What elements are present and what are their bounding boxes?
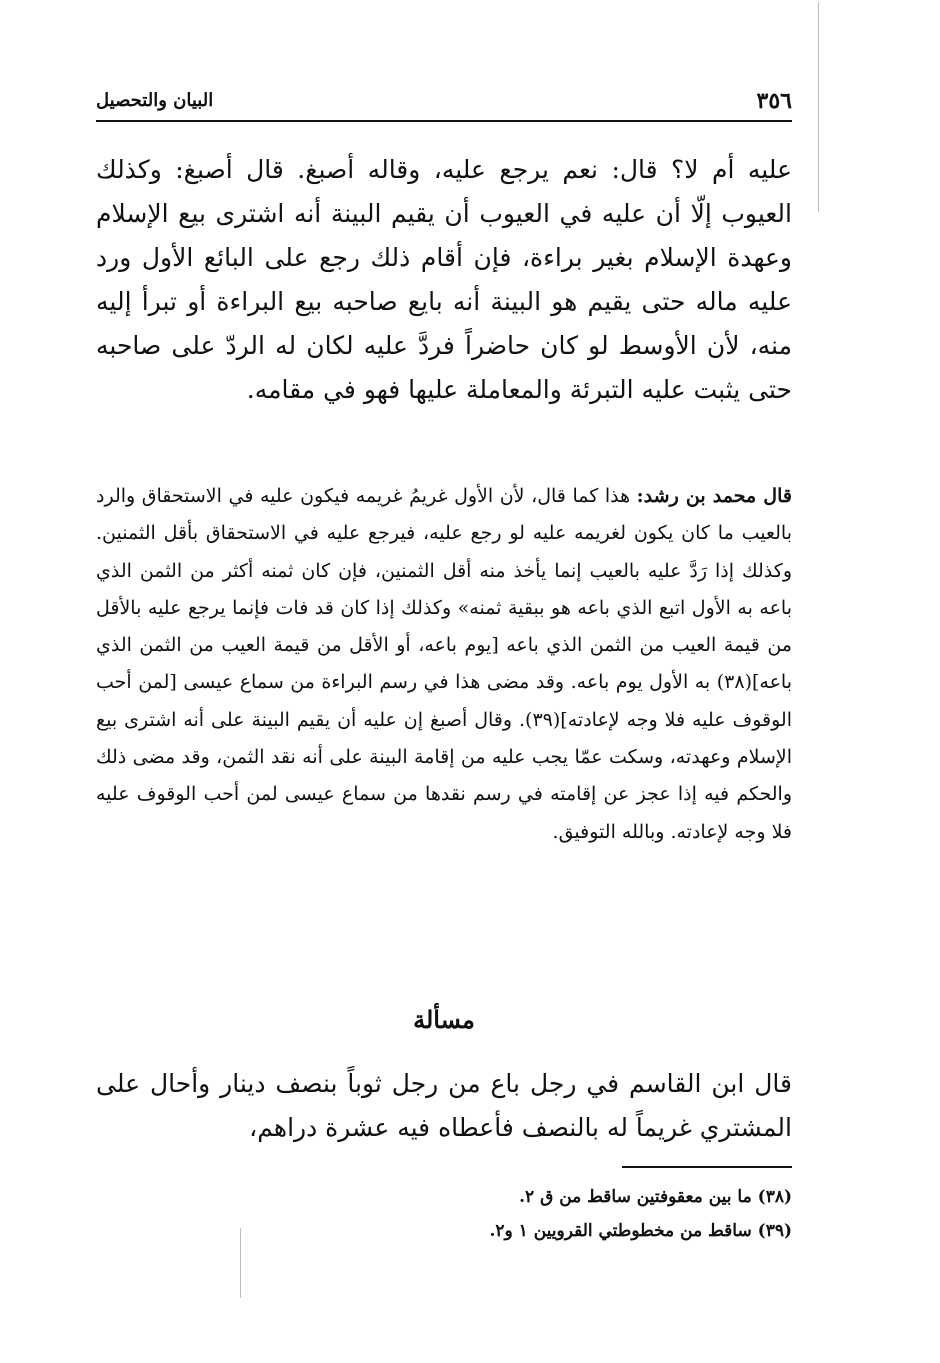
commentary-body <box>96 478 792 851</box>
main-text-paragraph <box>96 148 792 412</box>
page-header <box>96 86 792 122</box>
commentary-speaker: قال محمد بن رشد: <box>636 485 792 507</box>
footnotes <box>96 1180 792 1248</box>
commentary-text: هذا كما قال، لأن الأول غريمُ غريمه فيكون عليه في الاستحقاق والرد بالعيب ما كان يكون لغريمه عليه لو رجع عليه، فيرجع عليه في الاستحقاق بأقل الثمنين. وكذلك إذا رَدَّ عليه بالعيب إنما يأخذ منه أقل الثمنين، فإن كان ثمنه أكثر من الثمن الذي باعه به الأول اتبع الذي باعه هو ببقية ثمنه» وكذلك إذا كان قد فات فإنما يرجع عليه بالأقل من قيمة العيب من الثمن الذي باعه [يوم باعه، أو الأقل من قيمة العيب من الثمن الذي باعه](٣٨) به الأول يوم باعه. وقد مضى هذا في رسم البراءة من سماع عيسى [لمن أحب الوقوف عليه فلا وجه لإعادته](٣٩). وقال أصبغ إن عليه أن يقيم البينة على أنه اشترى بيع الإسلام وعهدته، وسكت عمّا يجب عليه من إقامة البينة على أنه نقد الثمن، وقد مضى ذلك والحكم فيه إذا عجز عن إقامته في رسم نقدها من سماع عيسى لمن أحب الوقوف عليه فلا وجه لإعادته. وبالله التوفيق. <box>96 485 792 843</box>
section-heading: مسألة <box>413 1005 475 1034</box>
main-text-2: قال ابن القاسم في رجل باع من رجل ثوباً بنصف دينار وأحال على المشتري غريماً له بالنصف فأعطاه فيه عشرة دراهم، <box>96 1069 792 1142</box>
main-text-1: عليه أم لا؟ قال: نعم يرجع عليه، وقاله أصبغ. قال أصبغ: وكذلك العيوب إلّا أن عليه في العيوب أن يقيم البينة أنه اشترى بيع الإسلام وعهدة الإسلام بغير براءة، فإن أقام ذلك رجع على البائع الأول ورد عليه ماله حتى يقيم هو البينة أنه بايع صاحبه بيع البراءة أو تبرأ إليه منه، لأن الأوسط لو كان حاضراً فردَّ عليه لكان له الردّ على صاحبه حتى يثبت عليه التبرئة والمعاملة عليها فهو في مقامه. <box>96 155 792 404</box>
footnote-38: (٣٨) ما بين معقوفتين ساقط من ق ٢. <box>519 1187 792 1207</box>
footnote-separator <box>622 1166 792 1168</box>
second-main-paragraph <box>96 1062 792 1150</box>
commentary-paragraph <box>96 478 792 851</box>
footnote-39: (٣٩) ساقط من مخطوطتي القرويين ١ و٢. <box>489 1221 792 1241</box>
page-number: ٣٥٦ <box>756 88 792 114</box>
running-title: البيان والتحصيل <box>96 90 214 111</box>
scan-margin-mark <box>818 2 819 212</box>
scan-margin-mark <box>240 1228 241 1298</box>
